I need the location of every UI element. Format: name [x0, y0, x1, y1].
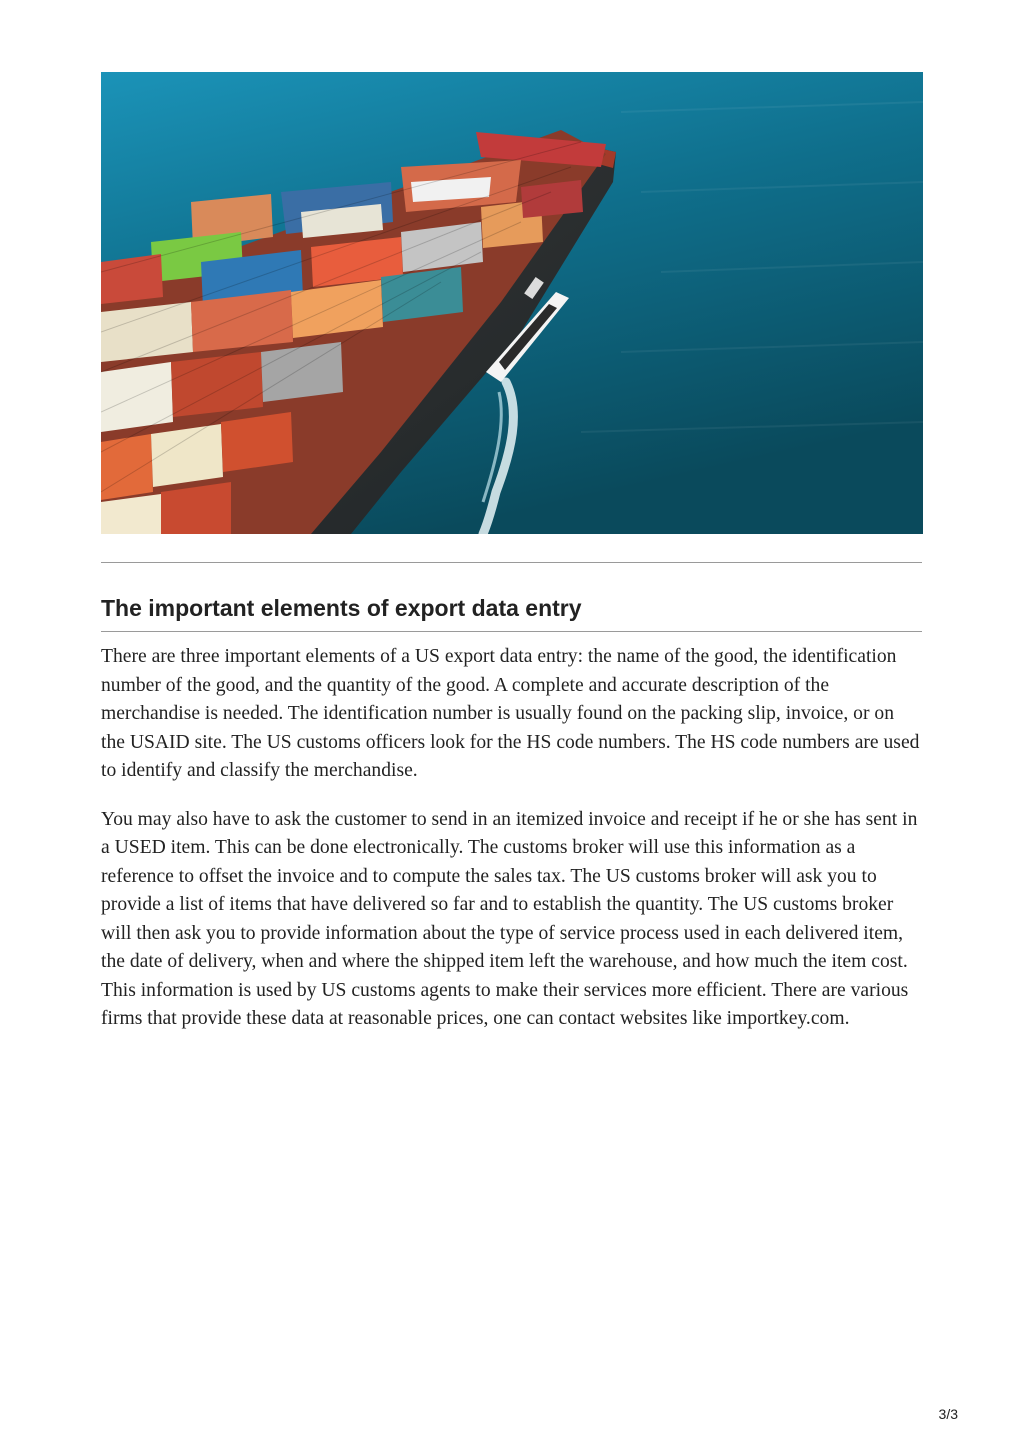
paragraph: There are three important elements of a US export data entry: the name of the good, the identification number of the good, and the quantity of the good. A complete and accurate description of the merchandise is needed. The identification number is usually found on the packing slip, invoice, or on the USAID site. The US customs officers look for the HS code numbers. The HS code numbers are used to identify and classify the merchandise.	[101, 646, 920, 781]
page-number: 3/3	[938, 1406, 958, 1422]
hero-image	[101, 72, 923, 534]
section-divider	[101, 562, 922, 563]
paragraph: You may also have to ask the customer to send in an itemized invoice and receipt if he or she has sent in a USED item. This can be done electronically. The customs broker will use this information as a reference to offset the invoice and to compute the sales tax. The US customs broker will ask you to provide a list of items that have delivered so far and to establish the quantity. The US customs broker will then ask you to provide information about the type of service process used in each delivered item, the date of delivery, when and where the shipped item left the warehouse, and how much the item cost. This information is used by US customs agents to make their services more efficient. There are various firms that provide these data at reasonable prices, one can contact websites like importkey.com.	[101, 808, 918, 1029]
article-body	[101, 643, 922, 1054]
section-heading: The important elements of export data entry	[101, 592, 922, 632]
